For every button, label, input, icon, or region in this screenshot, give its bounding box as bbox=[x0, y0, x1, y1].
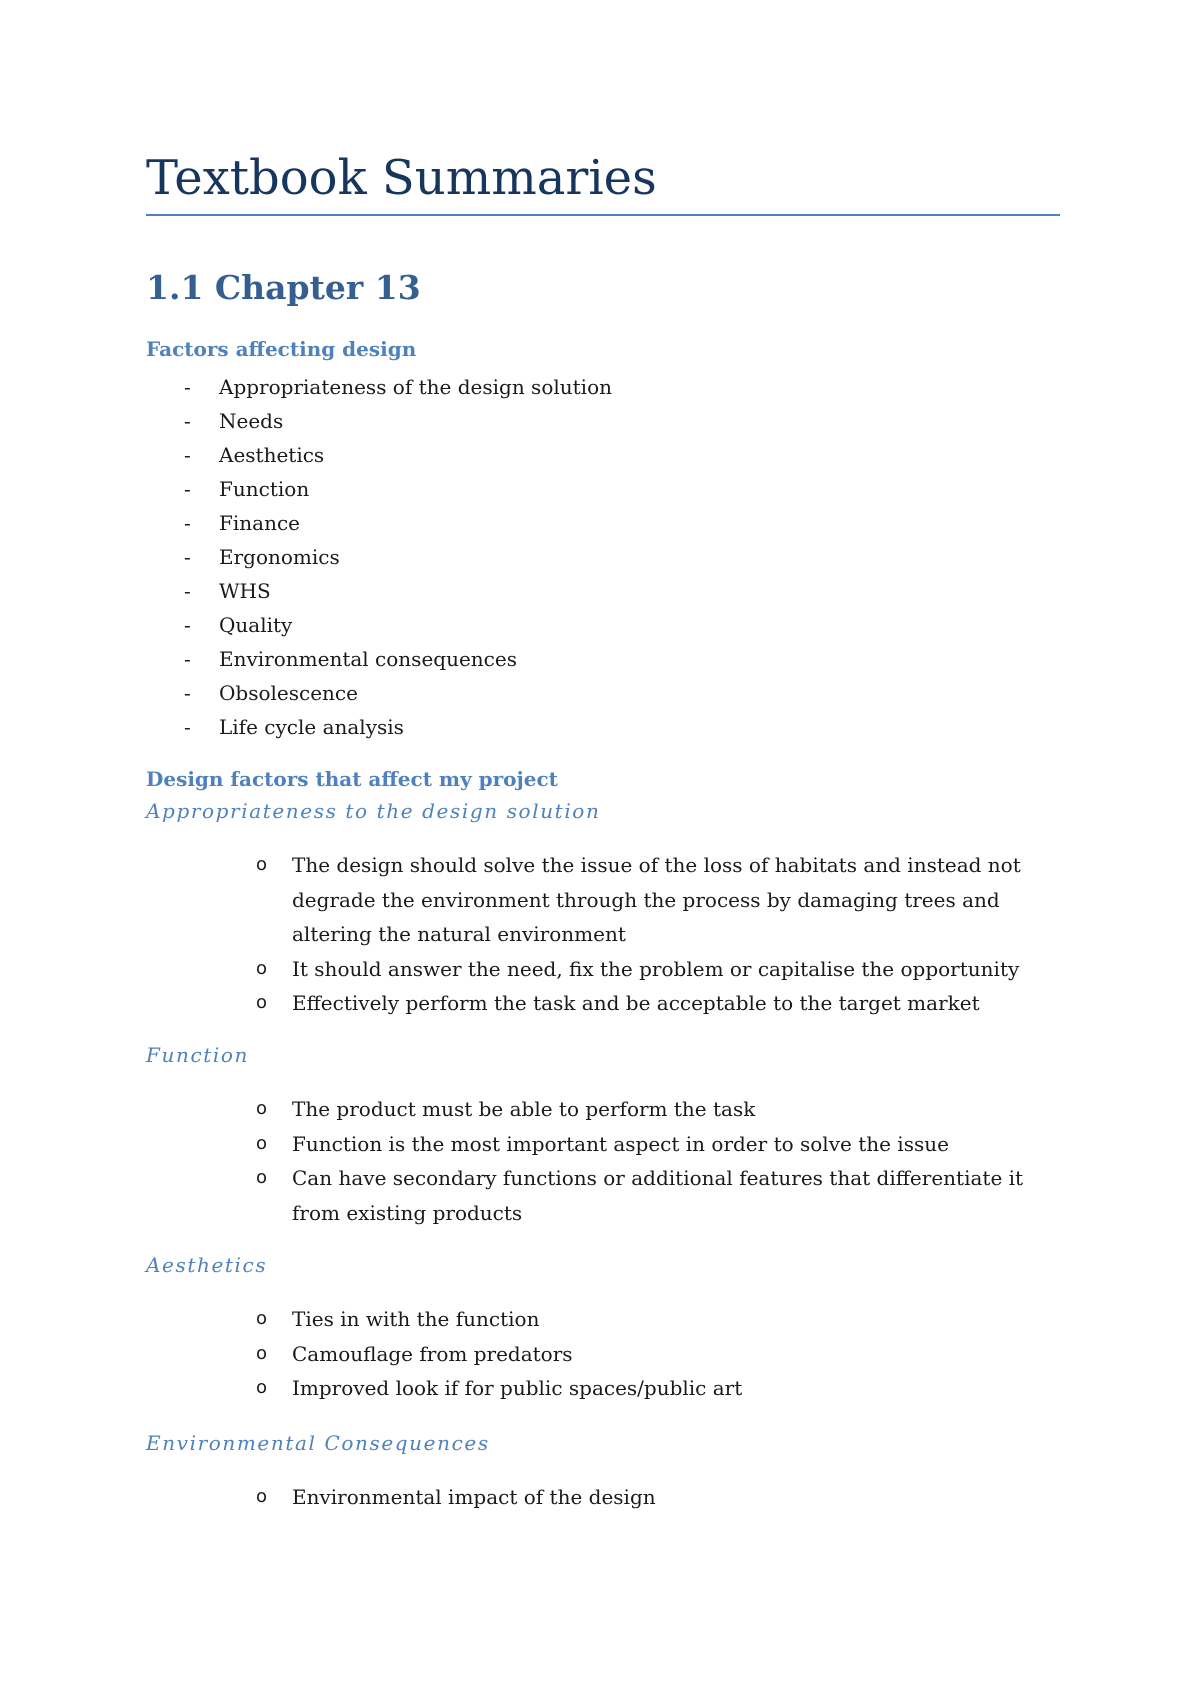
list-item bbox=[146, 404, 612, 438]
dash-marker: - bbox=[184, 545, 191, 569]
factors-list bbox=[146, 370, 612, 744]
dash-marker: - bbox=[184, 511, 191, 535]
list-item bbox=[146, 506, 612, 540]
list-item bbox=[146, 472, 612, 506]
circle-bullet-icon: o bbox=[256, 1167, 268, 1188]
list-item bbox=[146, 608, 612, 642]
list-item-text: Finance bbox=[219, 511, 300, 535]
dash-marker: - bbox=[184, 579, 191, 603]
list-item bbox=[146, 710, 612, 744]
list-item bbox=[146, 986, 1060, 1021]
list-item-text: The design should solve the issue of the loss of habitats and instead not degrade the environment through the process by damaging trees and altering the natural environment bbox=[292, 853, 1021, 946]
circle-bullet-icon: o bbox=[256, 1377, 268, 1398]
subsection-heading-appropriateness: Appropriateness to the design solution bbox=[146, 799, 601, 823]
circle-bullet-icon: o bbox=[256, 854, 268, 875]
dash-marker: - bbox=[184, 477, 191, 501]
dash-marker: - bbox=[184, 647, 191, 671]
circle-bullet-icon: o bbox=[256, 1486, 268, 1507]
subsection-heading-environmental-consequences: Environmental Consequences bbox=[146, 1431, 490, 1455]
list-item bbox=[146, 952, 1060, 987]
list-item-text: Function bbox=[219, 477, 310, 501]
circle-bullet-icon: o bbox=[256, 957, 268, 979]
subsection-heading-function: Function bbox=[146, 1043, 249, 1067]
list-item-text: Environmental impact of the design bbox=[292, 1485, 656, 1509]
environmental-consequences-list bbox=[146, 1480, 1060, 1515]
chapter-heading: 1.1 Chapter 13 bbox=[146, 268, 421, 307]
list-item bbox=[146, 1337, 1060, 1372]
dash-marker: - bbox=[184, 443, 191, 467]
circle-bullet-icon: o bbox=[256, 1342, 268, 1364]
list-item-text: Appropriateness of the design solution bbox=[219, 375, 612, 399]
list-item bbox=[146, 642, 612, 676]
list-item-text: The product must be able to perform the task bbox=[292, 1097, 756, 1121]
list-item-text: Function is the most important aspect in order to solve the issue bbox=[292, 1131, 949, 1156]
function-list bbox=[146, 1092, 1060, 1230]
list-item bbox=[146, 370, 612, 404]
circle-bullet-icon: o bbox=[256, 1132, 268, 1154]
list-item-text: Obsolescence bbox=[219, 681, 358, 705]
appropriateness-list bbox=[146, 848, 1060, 1021]
list-item-text: Ergonomics bbox=[219, 545, 340, 569]
list-item bbox=[146, 1302, 1060, 1337]
list-item bbox=[146, 848, 1060, 952]
list-item-text: Aesthetics bbox=[219, 443, 325, 467]
circle-bullet-icon: o bbox=[256, 992, 268, 1013]
list-item-text: Quality bbox=[219, 613, 293, 637]
list-item bbox=[146, 676, 612, 710]
list-item-text: Can have secondary functions or additional features that differentiate it from existing products bbox=[292, 1166, 1024, 1225]
dash-marker: - bbox=[184, 409, 191, 433]
list-item-text: It should answer the need, fix the problem or capitalise the opportunity bbox=[292, 956, 1020, 981]
list-item bbox=[146, 1371, 1060, 1406]
list-item bbox=[146, 574, 612, 608]
list-item bbox=[146, 1092, 1060, 1127]
list-item-text: Environmental consequences bbox=[219, 647, 517, 671]
dash-marker: - bbox=[184, 715, 191, 739]
list-item bbox=[146, 1127, 1060, 1162]
list-item-text: Needs bbox=[219, 409, 284, 433]
subsection-heading-aesthetics: Aesthetics bbox=[146, 1253, 268, 1277]
list-item-text: Life cycle analysis bbox=[219, 715, 404, 739]
list-item-text: Improved look if for public spaces/public art bbox=[292, 1376, 743, 1400]
document-title: Textbook Summaries bbox=[146, 150, 657, 206]
dash-marker: - bbox=[184, 681, 191, 705]
list-item bbox=[146, 540, 612, 574]
project-factors-heading: Design factors that affect my project bbox=[146, 767, 558, 791]
circle-bullet-icon: o bbox=[256, 1308, 268, 1329]
list-item bbox=[146, 1480, 1060, 1515]
list-item-text: Camouflage from predators bbox=[292, 1341, 573, 1366]
factors-heading: Factors affecting design bbox=[146, 337, 417, 361]
list-item bbox=[146, 438, 612, 472]
list-item-text: Effectively perform the task and be acceptable to the target market bbox=[292, 991, 980, 1015]
aesthetics-list bbox=[146, 1302, 1060, 1406]
list-item-text: WHS bbox=[219, 579, 271, 603]
circle-bullet-icon: o bbox=[256, 1098, 268, 1119]
list-item bbox=[146, 1161, 1060, 1230]
title-underline bbox=[146, 214, 1060, 216]
dash-marker: - bbox=[184, 375, 191, 399]
dash-marker: - bbox=[184, 613, 191, 637]
list-item-text: Ties in with the function bbox=[292, 1307, 540, 1331]
